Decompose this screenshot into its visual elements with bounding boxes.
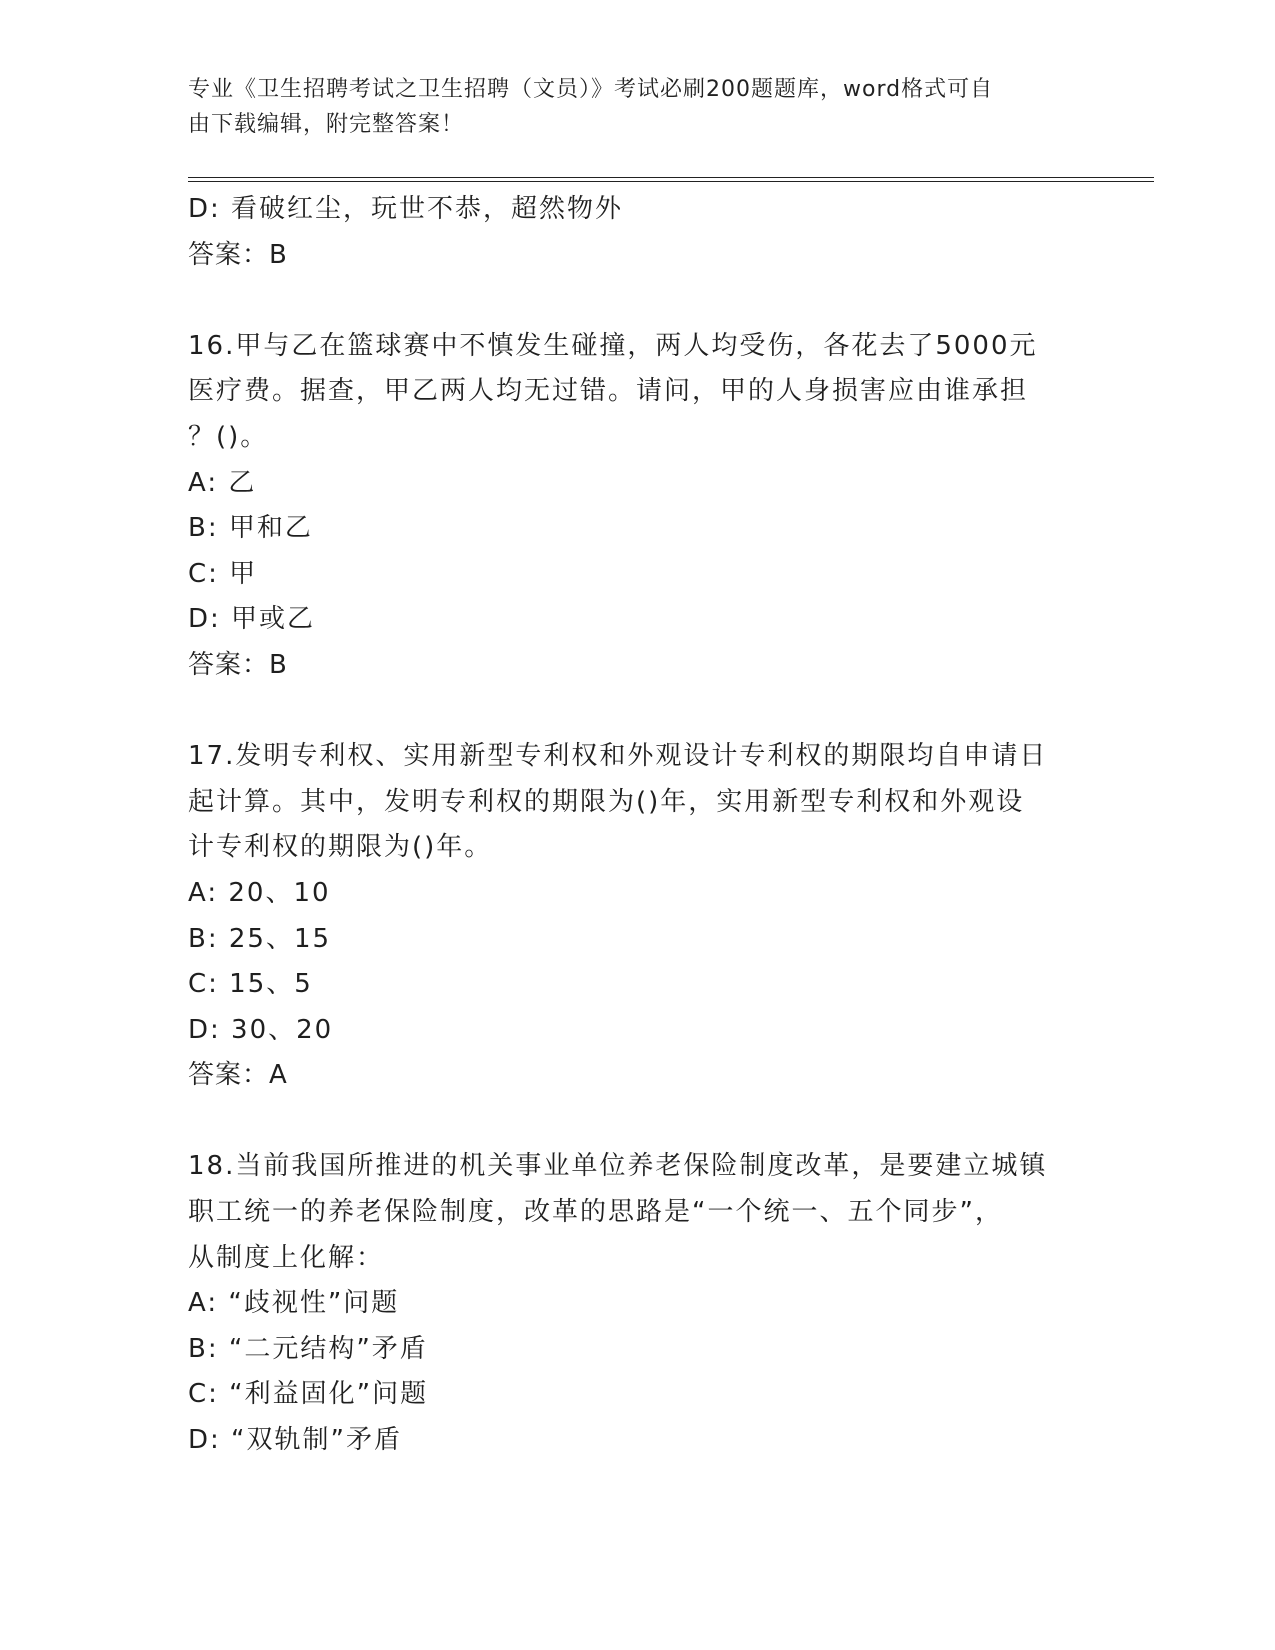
question-16: [188, 324, 1088, 689]
question-16-stem-line-2: 医疗费。据查，甲乙两人均无过错。请问，甲的人身损害应由谁承担: [188, 376, 1029, 407]
spacer: [188, 689, 1088, 735]
question-16-option-b: B: 甲和乙: [188, 513, 313, 544]
question-17-option-c: C: 15、5: [188, 969, 313, 1000]
question-17-option-a: A: 20、10: [188, 877, 331, 908]
question-17: [188, 734, 1088, 1099]
question-18-option-c: C: “利益固化”问题: [188, 1379, 429, 1410]
header-line-1: 专业《卫生招聘考试之卫生招聘（文员）》考试必刷200题题库，word格式可自: [188, 77, 994, 102]
document-header: [188, 72, 1068, 142]
question-content: [188, 187, 1088, 1464]
question-17-stem-line-1: 17.发明专利权、实用新型专利权和外观设计专利权的期限均自申请日: [188, 741, 1048, 772]
question-18-option-d: D: “双轨制”矛盾: [188, 1425, 402, 1456]
prev-option-d: D: 看破红尘，玩世不恭，超然物外: [188, 194, 624, 224]
question-18-option-a: A: “歧视性”问题: [188, 1288, 400, 1319]
question-18-stem-line-2: 职工统一的养老保险制度，改革的思路是“一个统一、五个同步”，: [188, 1197, 1003, 1228]
spacer: [188, 278, 1088, 324]
question-18-option-b: B: “二元结构”矛盾: [188, 1333, 428, 1364]
question-18-stem-line-3: 从制度上化解：: [188, 1242, 385, 1273]
question-16-option-d: D: 甲或乙: [188, 604, 316, 635]
question-17-option-d: D: 30、20: [188, 1014, 334, 1045]
question-18-stem-line-1: 18.当前我国所推进的机关事业单位养老保险制度改革，是要建立城镇: [188, 1151, 1048, 1182]
question-16-option-c: C: 甲: [188, 558, 258, 589]
header-divider-top: [188, 177, 1154, 178]
question-17-option-b: B: 25、15: [188, 923, 332, 954]
header-line-2: 由下载编辑，附完整答案！: [188, 112, 465, 137]
question-17-stem-line-2: 起计算。其中，发明专利权的期限为()年，实用新型专利权和外观设: [188, 786, 1025, 817]
question-16-stem-line-1: 16.甲与乙在篮球赛中不慎发生碰撞，两人均受伤，各花去了5000元: [188, 330, 1038, 361]
question-17-stem-line-3: 计专利权的期限为()年。: [188, 832, 493, 863]
header-divider-bottom: [188, 181, 1154, 182]
question-18: [188, 1144, 1088, 1463]
question-16-answer: 答案：B: [188, 649, 288, 680]
question-16-stem-line-3: ？()。: [188, 421, 269, 452]
prev-answer: 答案：B: [188, 239, 288, 270]
question-17-answer: 答案：A: [188, 1060, 288, 1091]
spacer: [188, 1099, 1088, 1145]
question-16-option-a: A: 乙: [188, 467, 257, 498]
